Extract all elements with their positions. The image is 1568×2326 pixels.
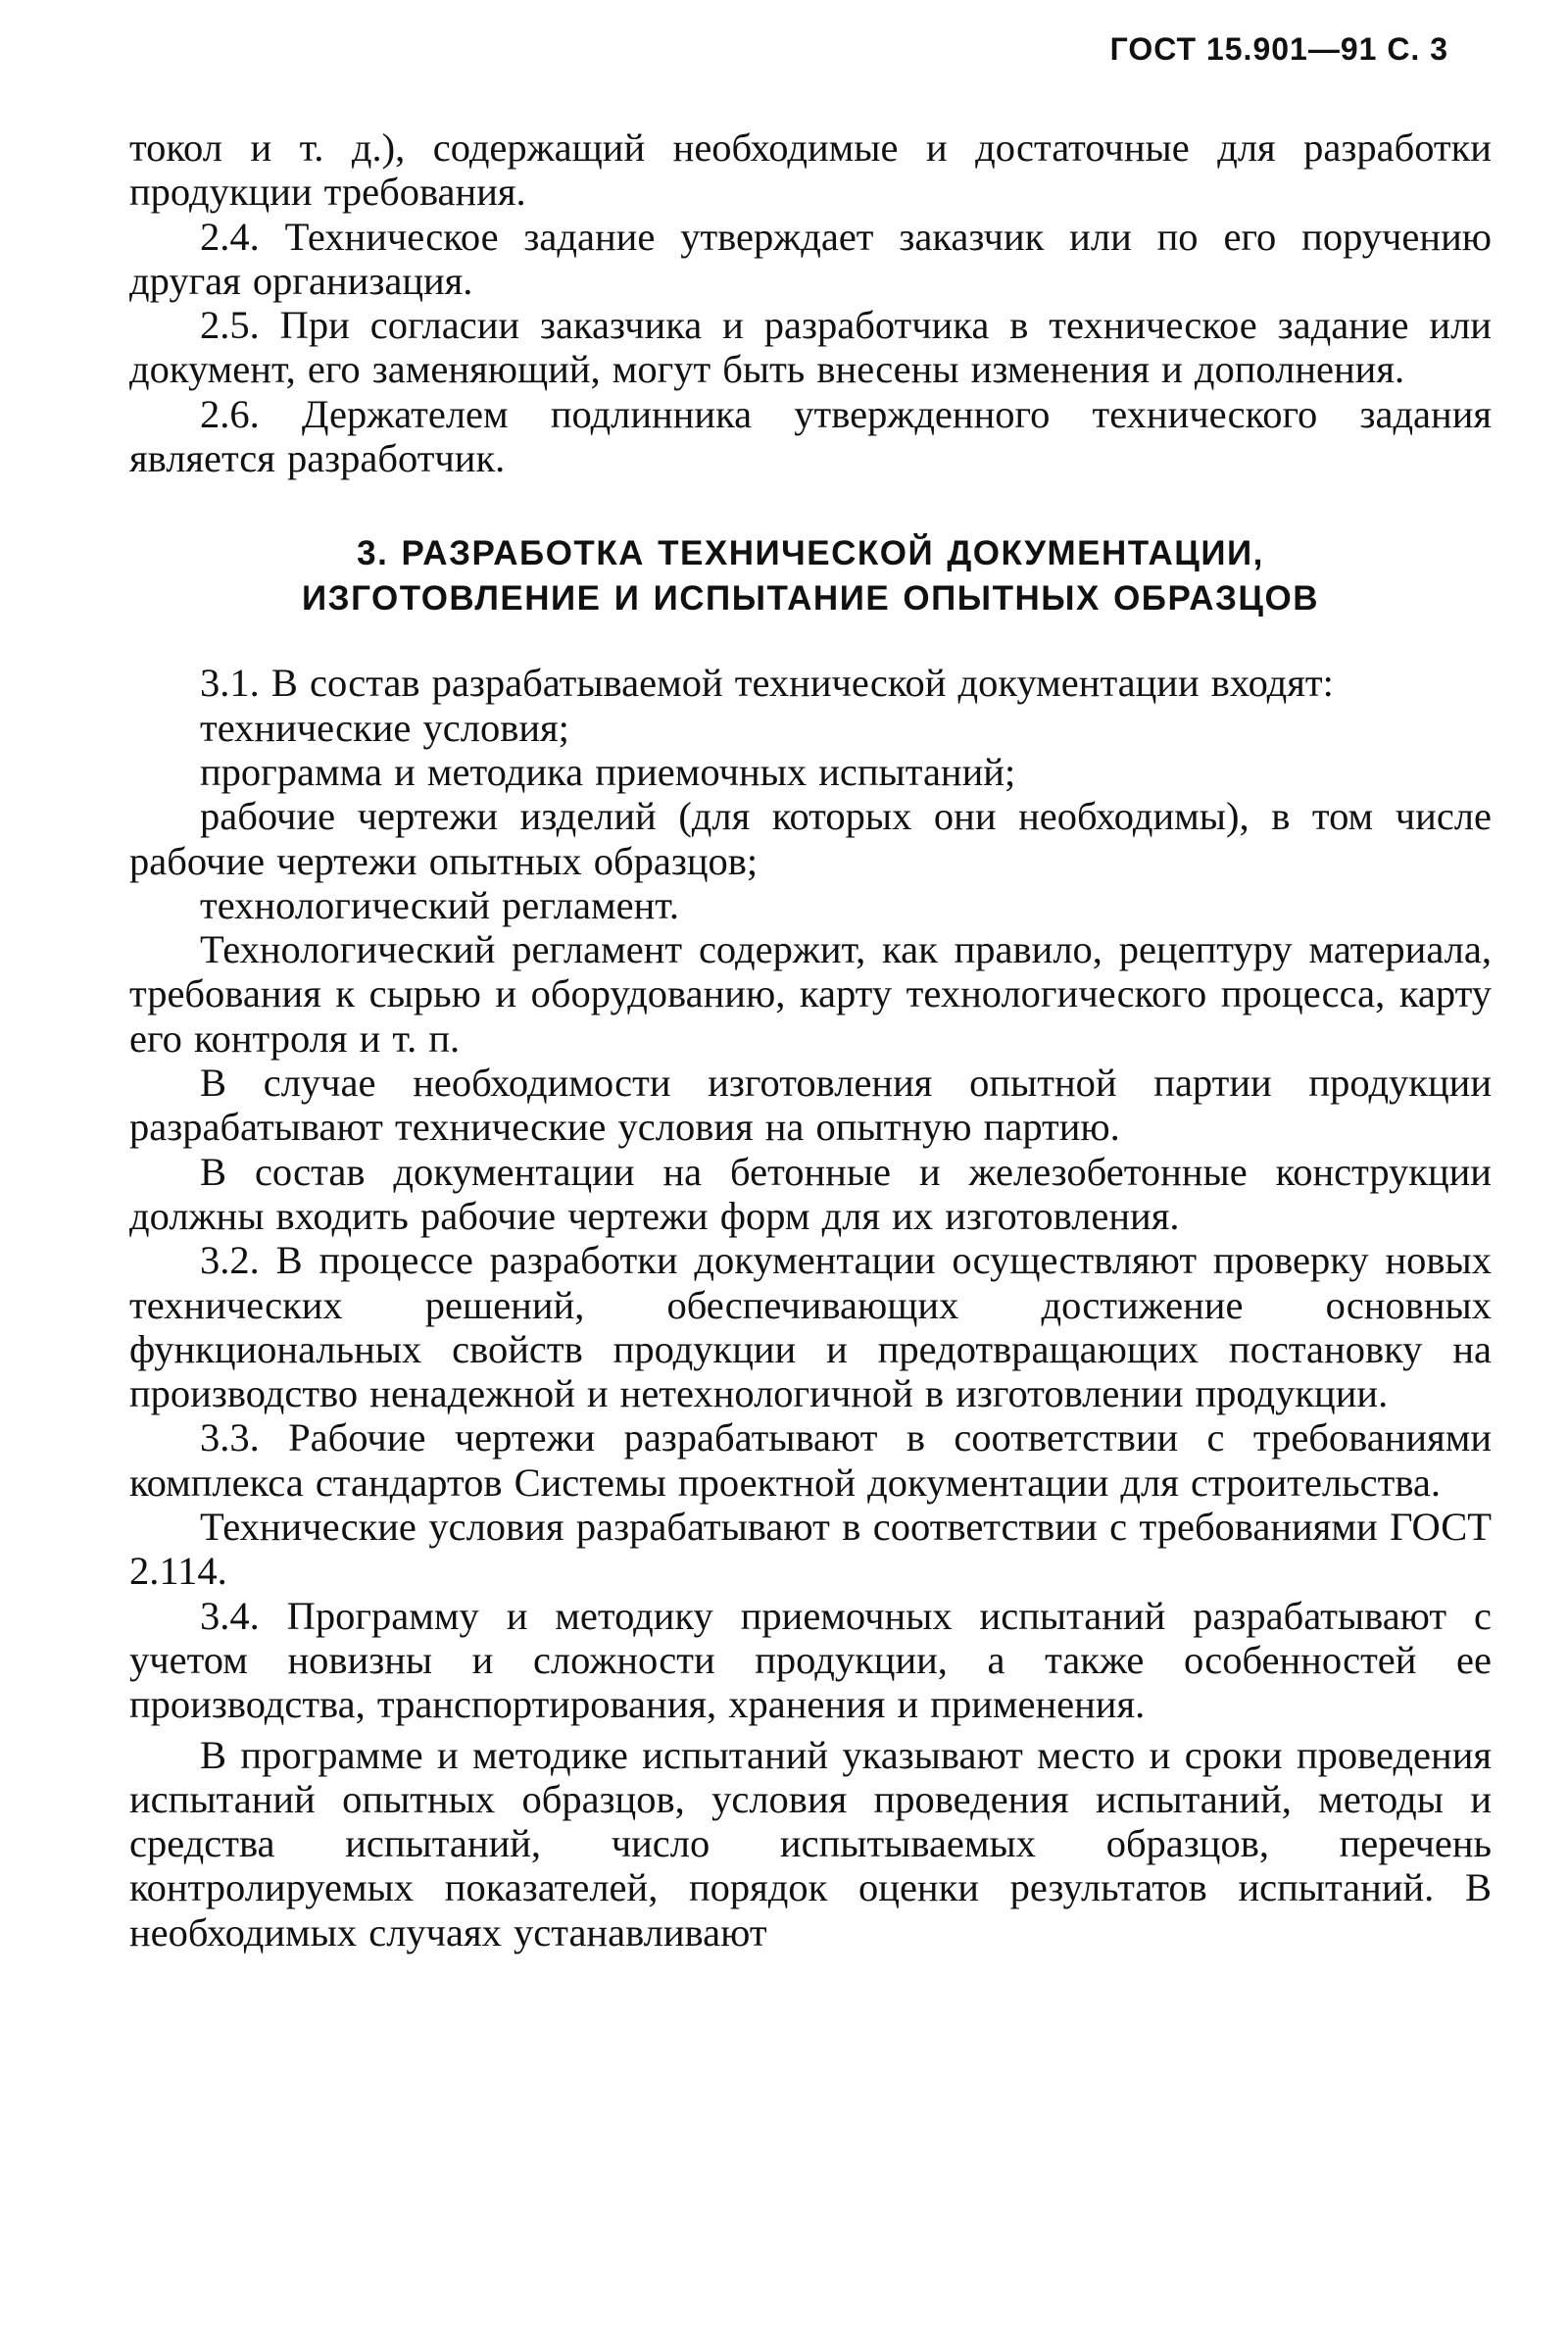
section-title-line-1: 3. РАЗРАБОТКА ТЕХНИЧЕСКОЙ ДОКУМЕНТАЦИИ, <box>357 534 1264 573</box>
paragraph-3-2: 3.2. В процессе разработки документации осуществляют проверку новых технических решений, обеспечивающих достижение основных функциональных свойств продукции и предотвращающих постановку на производство ненадежной и нетехнологичной в изготовлении продукции. <box>129 1238 1492 1416</box>
paragraph-2-6: 2.6. Держателем подлинника утвержденного технического задания является разработчик. <box>129 391 1492 481</box>
list-item: программа и методика приемочных испытаний; <box>200 749 1016 794</box>
list-item: рабочие чертежи изделий (для которых они необходимы), в том числе рабочие чертежи опытных образцов; <box>129 794 1492 883</box>
page-header: ГОСТ 15.901—91 С. 3 <box>1109 31 1448 67</box>
section-title-line-2: ИЗГОТОВЛЕНИЕ И ИСПЫТАНИЕ ОПЫТНЫХ ОБРАЗЦОВ <box>302 579 1319 619</box>
paragraph-2-4: 2.4. Техническое задание утверждает заказчик или по его поручению другая организация. <box>129 214 1492 303</box>
paragraph-2-5: 2.5. При согласии заказчика и разработчика в техническое задание или документ, его заменяющий, могут быть внесены изменения и дополнения. <box>129 303 1492 392</box>
list-item: технологический регламент. <box>200 882 680 927</box>
section-title <box>129 531 1492 621</box>
paragraph-3-4: 3.4. Программу и методику приемочных испытаний разрабатывают с учетом новизны и сложности продукции, а также особенностей ее производства, транспортирования, хранения и применения. <box>129 1593 1492 1727</box>
document-body <box>129 125 1492 1955</box>
paragraph-3-1: 3.1. В состав разрабатываемой технической документации входят: <box>200 661 1334 706</box>
paragraph-3-3: 3.3. Рабочие чертежи разрабатывают в соответствии с требованиями комплекса стандартов Системы проектной документации для строительства. <box>129 1415 1492 1505</box>
paragraph: Технические условия разрабатывают в соответствии с требованиями ГОСТ 2.114. <box>129 1505 1492 1594</box>
paragraph: В программе и методике испытаний указывают место и сроки проведения испытаний опытных образцов, условия проведения испытаний, методы и средства испытаний, число испытываемых образцов, перечень контролируемых показателей, порядок оценки результатов испытаний. В необходимых случаях устанавливают <box>129 1732 1492 1955</box>
paragraph-continuation: токол и т. д.), содержащий необходимые и достаточные для разработки продукции требования. <box>129 125 1492 215</box>
paragraph: В случае необходимости изготовления опытной партии продукции разрабатывают технические условия на опытную партию. <box>129 1061 1492 1150</box>
list-item: технические условия; <box>200 705 569 750</box>
paragraph: В состав документации на бетонные и железобетонные конструкции должны входить рабочие чертежи форм для их изготовления. <box>129 1149 1492 1238</box>
paragraph: Технологический регламент содержит, как правило, рецептуру материала, требования к сырью и оборудованию, карту технологического процесса, карту его контроля и т. п. <box>129 927 1492 1061</box>
